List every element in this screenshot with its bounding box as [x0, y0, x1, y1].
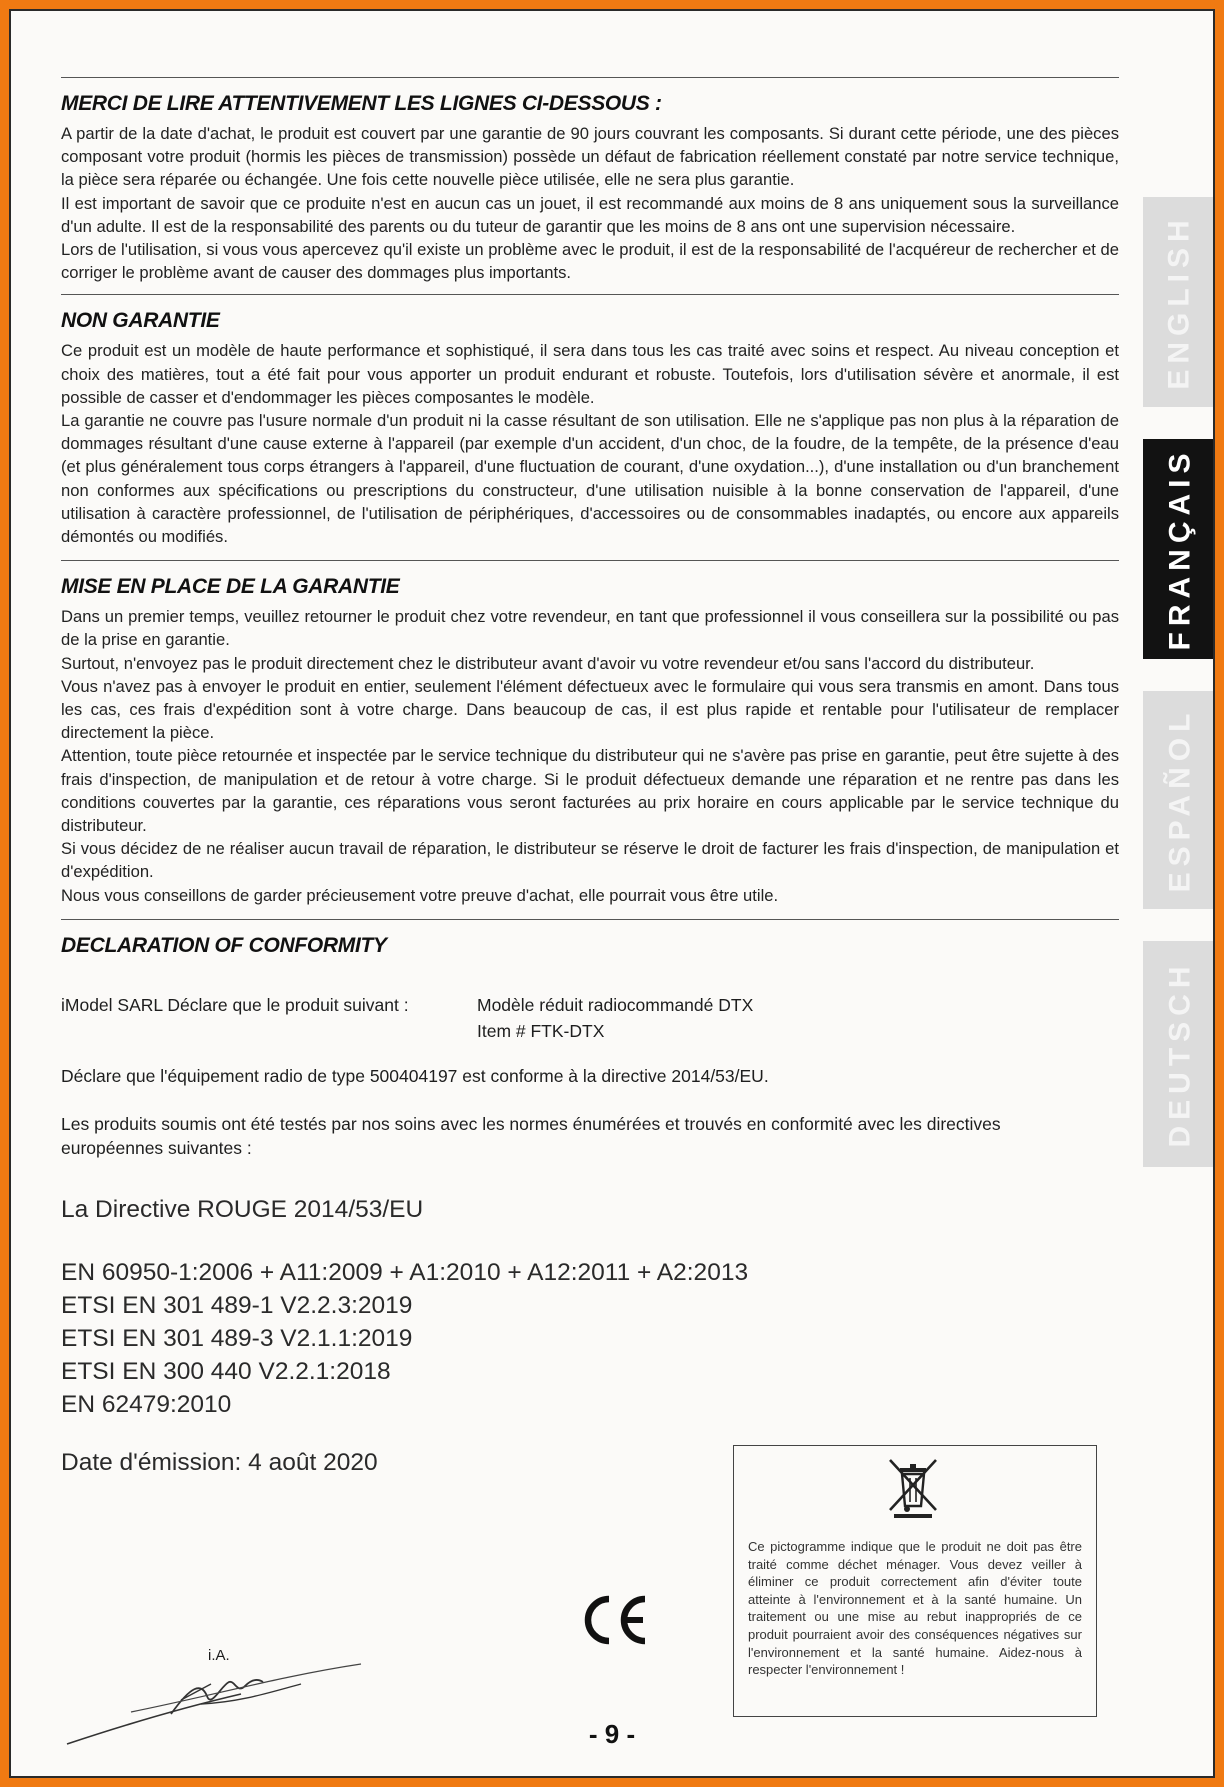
- tab-english[interactable]: [1143, 197, 1215, 407]
- product-item-number: Item # FTK-DTX: [477, 1020, 605, 1041]
- crossed-out-wheelie-bin-icon: [886, 1456, 942, 1518]
- divider: [61, 77, 1119, 78]
- section-title: MISE EN PLACE DE LA GARANTIE: [61, 575, 400, 599]
- page-content: [61, 77, 1119, 1477]
- divider: [61, 919, 1119, 920]
- tab-label: FRANÇAIS: [1163, 447, 1196, 651]
- section-title: MERCI DE LIRE ATTENTIVEMENT LES LIGNES CI-DESSOUS :: [61, 92, 662, 115]
- divider: [61, 294, 1119, 295]
- section-title: DECLARATION OF CONFORMITY: [61, 933, 387, 957]
- section-declaration-of-conformity: [61, 934, 1119, 1477]
- paragraph: Vous n'avez pas à envoyer le produit en entier, seulement l'élément défectueux avec le formulaire qui vous sera transmis en amont. Dans tous les cas, ces frais d'expédition sont à votre charge. Dans beaucoup de cas, il est plus rapide et rentable pour l'utilisateur de remplacer directement la pièce.: [61, 676, 1119, 743]
- page-number: - 9 -: [588, 1719, 636, 1749]
- product-name: Modèle réduit radiocommandé DTX: [477, 994, 754, 1015]
- paragraph: A partir de la date d'achat, le produit est couvert par une garantie de 90 jours couvrant les composants. Si durant cette période, une des pièces composant votre produit (hormis les pièces de transmission) possède un défaut de fabrication réellement constaté par notre service technique, la pièce sera réparée ou échangée. Une fois cette nouvelle pièce utilisée, elle ne sera plus garantie.: [61, 124, 1119, 190]
- norm-item: EN 62479:2010: [61, 1390, 232, 1418]
- weee-notice-box: [733, 1445, 1097, 1717]
- section-non-warranty: [61, 309, 1119, 560]
- norms-list: [61, 1256, 1119, 1421]
- product-declaration: [61, 992, 1119, 1044]
- tab-deutsch[interactable]: [1143, 941, 1215, 1167]
- tab-label: ENGLISH: [1163, 214, 1197, 390]
- paragraph: Surtout, n'envoyez pas le produit directement chez le distributeur avant d'avoir vu votre revendeur et/ou sans l'accord du distributeur.: [61, 653, 1035, 673]
- ia-label: i.A.: [208, 1647, 230, 1664]
- norm-item: ETSI EN 300 440 V2.2.1:2018: [61, 1357, 391, 1385]
- divider: [61, 560, 1119, 561]
- paragraph: Nous vous conseillons de garder précieusement votre preuve d'achat, elle pourrait vous être utile.: [61, 885, 779, 905]
- tab-espanol[interactable]: [1143, 691, 1215, 909]
- weee-notice-text: Ce pictogramme indique que le produit ne doit pas être traité comme déchet ménager. Vous devez veiller à éliminer ce produit correctement afin d'éviter toute atteinte à l'environnement et à la santé humaine. Un traitement ou une mise au rebut inappropriés de ce produit pourraient avoir des conséquences négatives sur l'environnement et la santé humaine. Aidez-nous à respecter l'environnement !: [748, 1539, 1082, 1678]
- norm-item: ETSI EN 301 489-3 V2.1.1:2019: [61, 1324, 413, 1352]
- section-body: [61, 605, 1119, 907]
- tab-label: DEUTSCH: [1163, 960, 1197, 1148]
- directive-name: La Directive ROUGE 2014/53/EU: [61, 1195, 424, 1223]
- paragraph: Ce produit est un modèle de haute performance et sophistiqué, il sera dans tous les cas traité avec soins et respect. Au niveau conception et choix des matières, tout a été fait pour vous apporter un produit endurant et robuste. Toutefois, lors d'utilisation sévère et anormale, il est possible de casser et d'endommager les pièces composantes le modèle.: [61, 341, 1119, 407]
- tab-francais[interactable]: [1143, 439, 1215, 659]
- tested-statement: Les produits soumis ont été testés par nos soins avec les normes énumérées et trouvés en conformité avec les directives européennes suivantes :: [61, 1113, 1001, 1158]
- paragraph: Lors de l'utilisation, si vous vous apercevez qu'il existe un problème avec le produit, il est de la responsabilité de l'acquéreur de rechercher et de corriger le problème avant de causer des dommages plus importants.: [61, 240, 1119, 283]
- norm-item: ETSI EN 301 489-1 V2.2.3:2019: [61, 1291, 413, 1319]
- section-title: NON GARANTIE: [61, 309, 220, 333]
- tab-label: ESPAÑOL: [1163, 707, 1197, 893]
- section-body: [61, 122, 1119, 284]
- paragraph: La garantie ne couvre pas l'usure normale d'un produit ni la casse résultant de son utilisation. Elle ne s'applique pas non plus à la réparation de dommages résultant d'une cause externe à l'appareil (par exemple d'un accident, d'un choc, de la foudre, de la tempête, de la présence d'eau (et plus généralement tous corps étrangers à l'appareil, d'une fluctuation de courant, d'une oxydation...), d'une installation ou d'un branchement non conformes aux spécifications ou prescriptions du constructeur, d'une utilisation nuisible à la bonne conservation de l'appareil, d'une utilisation à caractère professionnel, de l'utilisation de périphériques, d'accessoires ou de consommables inadaptés, ou encore aux appareils démontés ou modifiés.: [61, 411, 1119, 547]
- product-identification: [477, 992, 753, 1044]
- paragraph: Attention, toute pièce retournée et inspectée par le service technique du distributeur qui ne s'avère pas prise en garantie, peut être sujette à des frais d'inspection, de manipulation et de retour à votre charge. Si le produit défectueux demande une réparation et ne rentre pas dans les conditions couvertes par la garantie, ces réparations vous seront facturées au prix horaire en cours applicable par le service technique du distributeur.: [61, 746, 1119, 836]
- company-line: iModel SARL Déclare que le produit suivant :: [61, 994, 409, 1015]
- paragraph: Il est important de savoir que ce produite n'est en aucun cas un jouet, il est recommandé aux moins de 8 ans uniquement sous la surveillance d'un adulte. Il est de la responsabilité des parents ou du tuteur de garantir que les moins de 8 ans ont une supervision nécessaire.: [61, 193, 1119, 236]
- paragraph: Dans un premier temps, veuillez retourner le produit chez votre revendeur, en tant que professionnel il vous conseillera sur la possibilité ou pas de la prise en garantie.: [61, 607, 1119, 650]
- radio-equipment-statement: Déclare que l'équipement radio de type 500404197 est conforme à la directive 2014/53/EU.: [61, 1065, 769, 1086]
- ce-mark-logo: [579, 1593, 651, 1647]
- paragraph: Si vous décidez de ne réaliser aucun travail de réparation, le distributeur se réserve le droit de facturer les frais d'inspection, de manipulation et d'expédition.: [61, 839, 1119, 882]
- issue-date: Date d'émission: 4 août 2020: [61, 1448, 378, 1476]
- language-tabs: [1143, 11, 1215, 1778]
- section-warranty-procedure: [61, 575, 1119, 919]
- manual-page: [9, 9, 1215, 1778]
- section-body: [61, 339, 1119, 548]
- section-warranty-intro: [61, 92, 1119, 294]
- norm-item: EN 60950-1:2006 + A11:2009 + A1:2010 + A12:2011 + A2:2013: [61, 1258, 749, 1286]
